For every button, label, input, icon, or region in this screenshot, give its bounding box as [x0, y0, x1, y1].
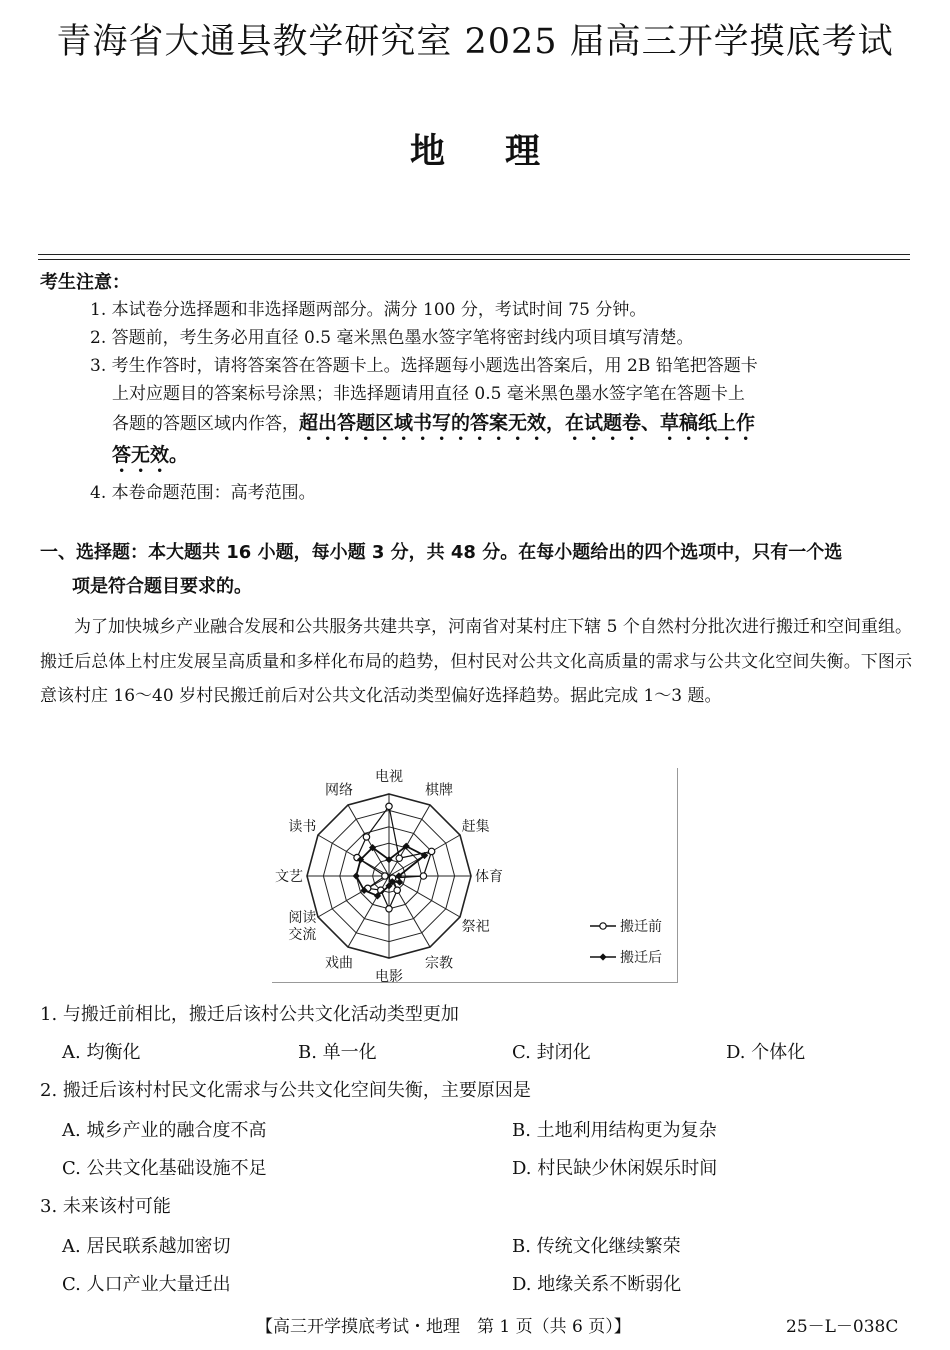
axis-label: 文艺 [275, 869, 303, 885]
data-point [396, 855, 402, 861]
axis-label: 戏曲 [325, 955, 353, 972]
data-point [394, 887, 400, 893]
axis-label: 棋牌 [425, 782, 453, 799]
notice-item: 1. 本试卷分选择题和非选择题两部分。满分 100 分，考试时间 75 分钟。 [90, 300, 647, 320]
reading-passage: 为了加快城乡产业融合发展和公共服务共建共享，河南省对某村庄下辖 5 个自然村分批次进行搬迁和空间重组。搬迁后总体上村庄发展呈高质量和多样化布局的趋势，但村民对公共文化高质量的需求与公共文化空间失衡。下图示意该村庄 16～40 岁村民搬迁前后对公共文化活动类型偏好选择趋势。据此完成 1～3 题。 [40, 617, 912, 706]
axis-label: 体育 [475, 869, 503, 885]
notice-emphasis: 超出答题区域书写的答案无效，在试题卷、草稿纸上作 [299, 412, 756, 434]
data-point [363, 834, 369, 840]
question-stem: 2. 搬迁后该村村民文化需求与公共文化空间失衡，主要原因是 [40, 1080, 531, 1101]
axis-label: 阅读 [288, 910, 317, 926]
question-stem: 3. 未来该村可能 [40, 1196, 171, 1217]
data-point [386, 906, 392, 912]
option-b[interactable]: B. 传统文化继续繁荣 [512, 1236, 681, 1257]
axis-label: 读书 [288, 819, 317, 835]
axis-label: 赶集 [461, 819, 490, 835]
notice-item: 3. 考生作答时，请将答案答在答题卡上。选择题每小题选出答案后，用 2B 铅笔把答题卡 [90, 356, 758, 376]
notice-item: 2. 答题前，考生务必用直径 0.5 毫米黑色墨水签字笔将密封线内项目填写清楚。 [90, 328, 694, 348]
notice-item: 上对应题目的答案标号涂黑；非选择题请用直径 0.5 毫米黑色墨水签字笔在答题卡上 [112, 384, 745, 404]
option-d[interactable]: D. 地缘关系不断弱化 [512, 1274, 682, 1295]
notice-heading: 考生注意： [40, 272, 130, 293]
data-point [420, 873, 426, 879]
option-a[interactable]: A. 城乡产业的融合度不高 [62, 1120, 267, 1141]
notice-item [112, 442, 188, 477]
axis-label: 祭祀 [461, 919, 490, 935]
data-point [353, 872, 360, 879]
option-a[interactable]: A. 均衡化 [62, 1042, 141, 1063]
option-a[interactable]: A. 居民联系越加密切 [62, 1236, 231, 1257]
exam-title: 青海省大通县教学研究室 2025 届高三开学摸底考试 [56, 22, 894, 62]
data-point [428, 848, 434, 854]
notice-emphasis: 答无效。 [112, 444, 189, 466]
data-point [382, 873, 388, 879]
option-c[interactable]: C. 封闭化 [512, 1042, 591, 1063]
axis-label: 电视 [375, 769, 403, 785]
option-b[interactable]: B. 单一化 [298, 1042, 377, 1063]
data-point [386, 803, 392, 809]
option-c[interactable]: C. 人口产业大量迁出 [62, 1274, 231, 1295]
axis-label: 网络 [325, 782, 353, 799]
axis-label: 电影 [375, 969, 403, 982]
section-heading-line: 项是符合题目要求的。 [72, 576, 252, 597]
subject-title: 地理 [409, 132, 600, 172]
paper-code: 25－L－038C [786, 1317, 899, 1337]
notice-item-text: 各题的答题区域内作答， [112, 414, 299, 434]
section-heading-line: 一、选择题：本大题共 16 小题，每小题 3 分，共 48 分。在每小题给出的四个选项中，只有一个选 [40, 542, 843, 563]
axis-label: 宗教 [425, 955, 453, 972]
radar-chart-frame [272, 768, 678, 983]
question-stem: 1. 与搬迁前相比，搬迁后该村公共文化活动类型更加 [40, 1004, 459, 1025]
page-footer: 【高三开学摸底考试・地理 第 1 页（共 6 页）】 [256, 1317, 631, 1337]
option-d[interactable]: D. 村民缺少休闲娱乐时间 [512, 1158, 718, 1179]
legend-marker [600, 923, 606, 929]
section-heading [40, 536, 912, 604]
divider-line [38, 259, 910, 260]
option-b[interactable]: B. 土地利用结构更为复杂 [512, 1120, 717, 1141]
axis-label: 交流 [288, 927, 317, 943]
notice-item [112, 410, 755, 445]
legend-label: 搬迁后 [620, 950, 662, 966]
legend-label: 搬迁前 [620, 919, 662, 935]
divider-line [38, 254, 910, 255]
radar-chart [272, 768, 677, 982]
notice-item: 4. 本卷命题范围：高考范围。 [90, 483, 316, 503]
option-d[interactable]: D. 个体化 [726, 1042, 806, 1063]
legend-marker [599, 953, 606, 960]
option-c[interactable]: C. 公共文化基础设施不足 [62, 1158, 267, 1179]
